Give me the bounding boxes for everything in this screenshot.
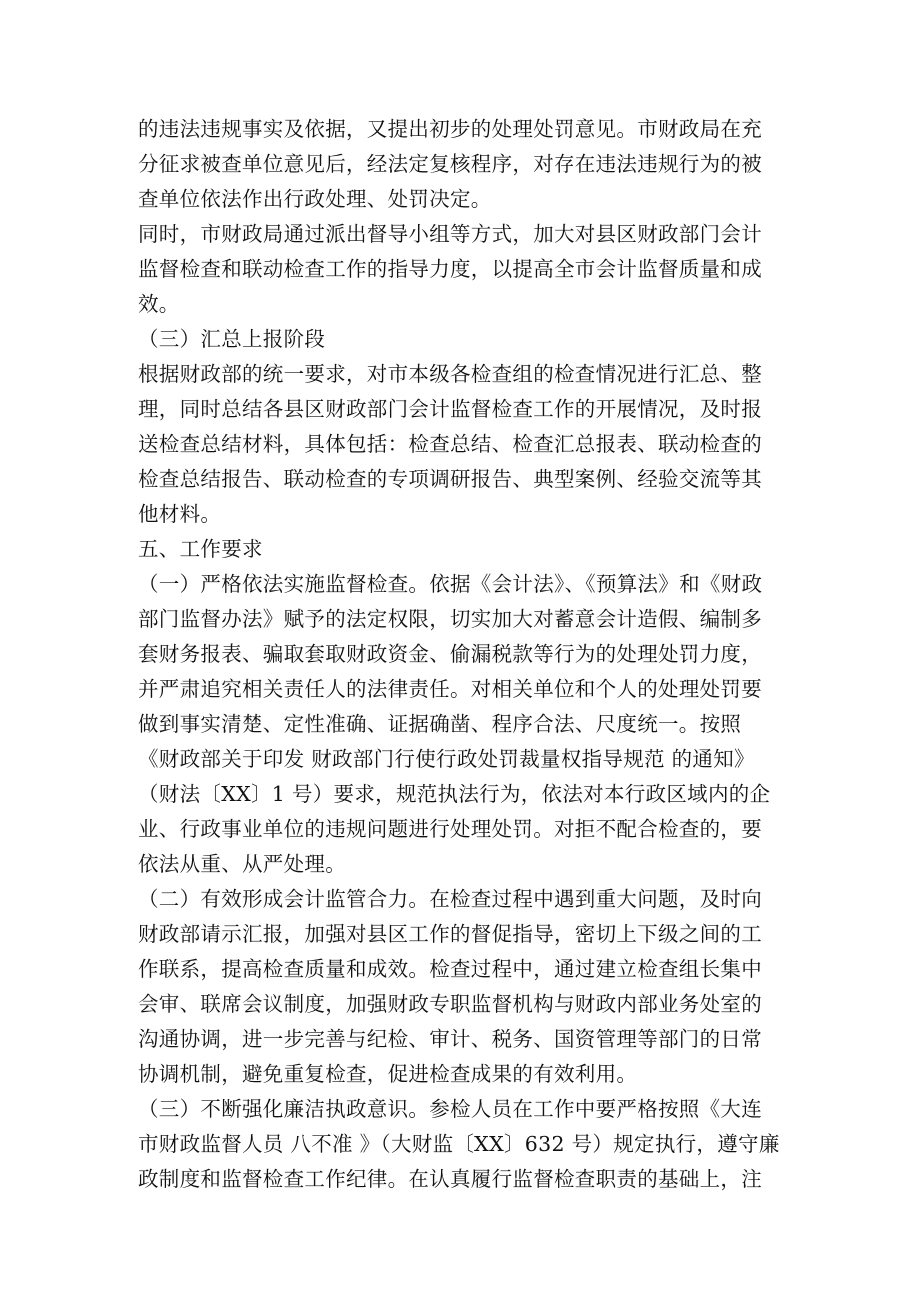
text-line: （三）不断强化廉洁执政意识。参检人员在工作中要严格按照《大连 [138, 1097, 762, 1121]
text-line: 协调机制，避免重复检查，促进检查成果的有效利用。 [138, 1062, 638, 1086]
text-line: 他材料。 [138, 502, 222, 526]
text-line: 市财政监督人员 八不准 》（大财监〔XX〕632 号）规定执行，遵守廉 [138, 1132, 780, 1156]
text-line: 套财务报表、骗取套取财政资金、偷漏税款等行为的处理处罚力度， [138, 642, 762, 666]
text-line: 监督检查和联动检查工作的指导力度，以提高全市会计监督质量和成 [138, 257, 762, 281]
text-line: 效。 [138, 292, 180, 316]
body-text [138, 112, 788, 1197]
text-line: 沟通协调，进一步完善与纪检、审计、税务、国资管理等部门的日常 [138, 1027, 762, 1051]
text-line: 作联系，提高检查质量和成效。检查过程中，通过建立检查组长集中 [138, 957, 762, 981]
section-heading: （三）汇总上报阶段 [138, 327, 326, 351]
text-line: 并严肃追究相关责任人的法律责任。对相关单位和个人的处理处罚要 [138, 677, 762, 701]
text-line: 部门监督办法》赋予的法定权限，切实加大对蓄意会计造假、编制多 [138, 607, 762, 631]
text-line: 做到事实清楚、定性准确、证据确凿、程序合法、尺度统一。按照 [138, 712, 742, 736]
text-line: 理，同时总结各县区财政部门会计监督检查工作的开展情况，及时报 [138, 397, 762, 421]
text-line: 财政部请示汇报，加强对县区工作的督促指导，密切上下级之间的工 [138, 922, 762, 946]
text-line: （财法〔XX〕1 号）要求，规范执法行为，依法对本行政区域内的企 [138, 782, 771, 806]
text-line: 同时，市财政局通过派出督导小组等方式，加大对县区财政部门会计 [138, 222, 762, 246]
section-heading: 五、工作要求 [138, 537, 263, 561]
text-line: 分征求被查单位意见后，经法定复核程序，对存在违法违规行为的被 [138, 152, 762, 176]
text-line: 根据财政部的统一要求，对市本级各检查组的检查情况进行汇总、整 [138, 362, 762, 386]
text-line: 业、行政事业单位的违规问题进行处理处罚。对拒不配合检查的，要 [138, 817, 762, 841]
text-line: 《财政部关于印发 财政部门行使行政处罚裁量权指导规范 的通知》 [138, 747, 755, 771]
text-line: 的违法违规事实及依据，又提出初步的处理处罚意见。市财政局在充 [138, 117, 762, 141]
text-line: （一）严格依法实施监督检查。依据《会计法》、《预算法》和《财政 [138, 572, 763, 596]
text-line: 政制度和监督检查工作纪律。在认真履行监督检查职责的基础上，注 [138, 1167, 762, 1191]
text-line: 检查总结报告、联动检查的专项调研报告、典型案例、经验交流等其 [138, 467, 762, 491]
text-line: 查单位依法作出行政处理、处罚决定。 [138, 187, 492, 211]
text-line: 送检查总结材料，具体包括：检查总结、检查汇总报表、联动检查的 [138, 432, 762, 456]
text-line: 会审、联席会议制度，加强财政专职监督机构与财政内部业务处室的 [138, 992, 762, 1016]
text-line: （二）有效形成会计监管合力。在检查过程中遇到重大问题，及时向 [138, 887, 762, 911]
text-line: 依法从重、从严处理。 [138, 852, 346, 876]
